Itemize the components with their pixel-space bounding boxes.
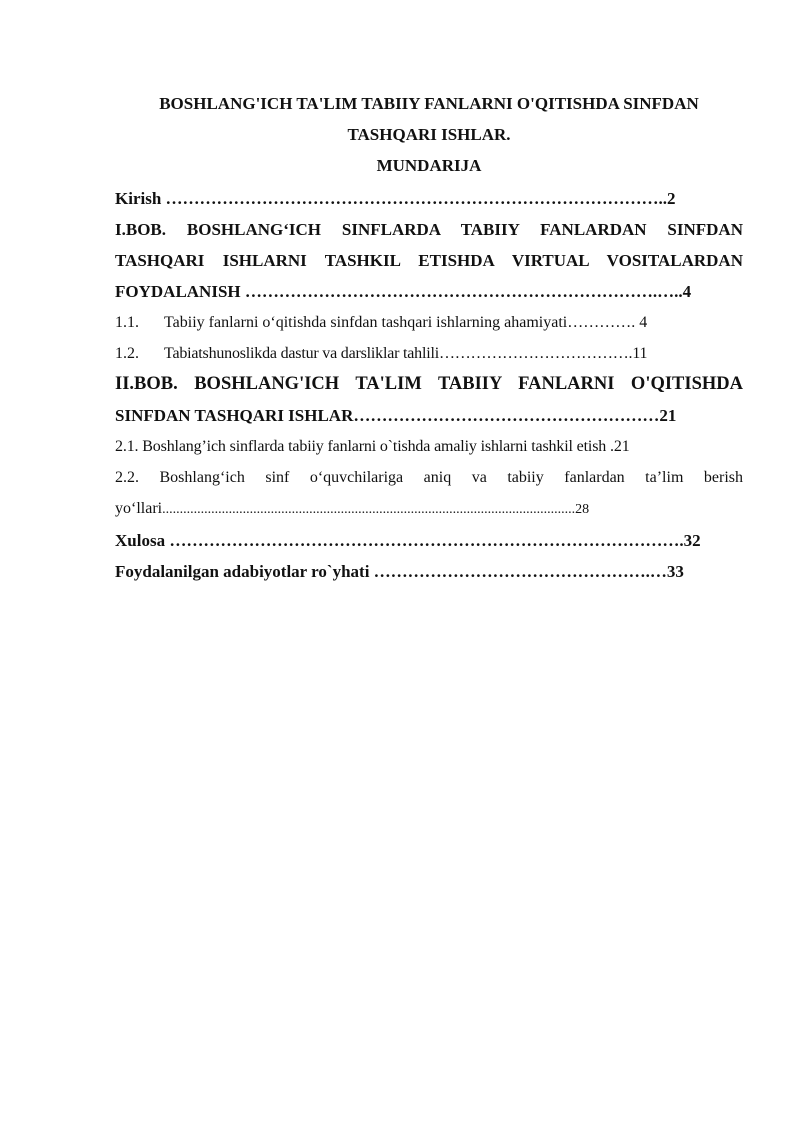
toc-item-1-1-text: Tabiiy fanlarni o‘qitishda sinfdan tashqari ishlarning ahamiyati…………. 4 <box>164 314 648 331</box>
document-page <box>115 88 743 587</box>
toc-item-1-2 <box>115 338 743 369</box>
table-of-contents <box>115 183 743 587</box>
toc-conclusion: Xulosa ……………………………………………………………………………….32 <box>115 531 701 550</box>
toc-item-2-2-line-2 <box>115 493 743 525</box>
toc-chapter-1-line-3: FOYDALANISH ……………………………………………………………….…..4 <box>115 282 692 301</box>
contents-heading: MUNDARIJA <box>376 156 482 175</box>
toc-chapter-2-line-2: SINFDAN TASHQARI ISHLAR………………………………………………21 <box>115 406 677 425</box>
toc-item-2-2-text: yo‘llari <box>115 500 163 517</box>
document-title-line-1: BOSHLANG'ICH TA'LIM TABIIY FANLARNI O'QITISHDA SINFDAN <box>159 94 699 113</box>
toc-item-1-2-text: Tabiatshunoslikda dastur va darsliklar tahlili……………………………….11 <box>164 345 648 362</box>
toc-item-2-1: 2.1. Boshlang’ich sinflarda tabiiy fanlarni o`tishda amaliy ishlarni tashkil etish .21 <box>115 438 630 455</box>
toc-item-1-2-number: 1.2. <box>115 345 139 362</box>
toc-intro: Kirish ……………………………………………………………………………..2 <box>115 189 676 208</box>
toc-chapter-1-line-1: I.BOB. BOSHLANG‘ICH SINFLARDA TABIIY FANLARDAN SINFDAN <box>115 220 743 239</box>
toc-item-2-2-dots: ......................................................................................................................28 <box>162 502 590 517</box>
toc-item-2-2-line-1: 2.2. Boshlang‘ich sinf o‘quvchilariga aniq va tabiiy fanlardan ta’lim berish <box>115 469 743 486</box>
toc-chapter-1-line-2: TASHQARI ISHLARNI TASHKIL ETISHDA VIRTUAL VOSITALARDAN <box>115 251 743 270</box>
toc-chapter-2-line-1: II.BOB. BOSHLANG'ICH TA'LIM TABIIY FANLARNI O'QITISHDA <box>115 374 743 394</box>
toc-item-1-1-number: 1.1. <box>115 314 139 331</box>
toc-references: Foydalanilgan adabiyotlar ro`yhati ………………………………………….…33 <box>115 562 684 581</box>
document-title-line-2: TASHQARI ISHLAR. <box>347 125 511 144</box>
toc-item-1-1 <box>115 307 743 338</box>
